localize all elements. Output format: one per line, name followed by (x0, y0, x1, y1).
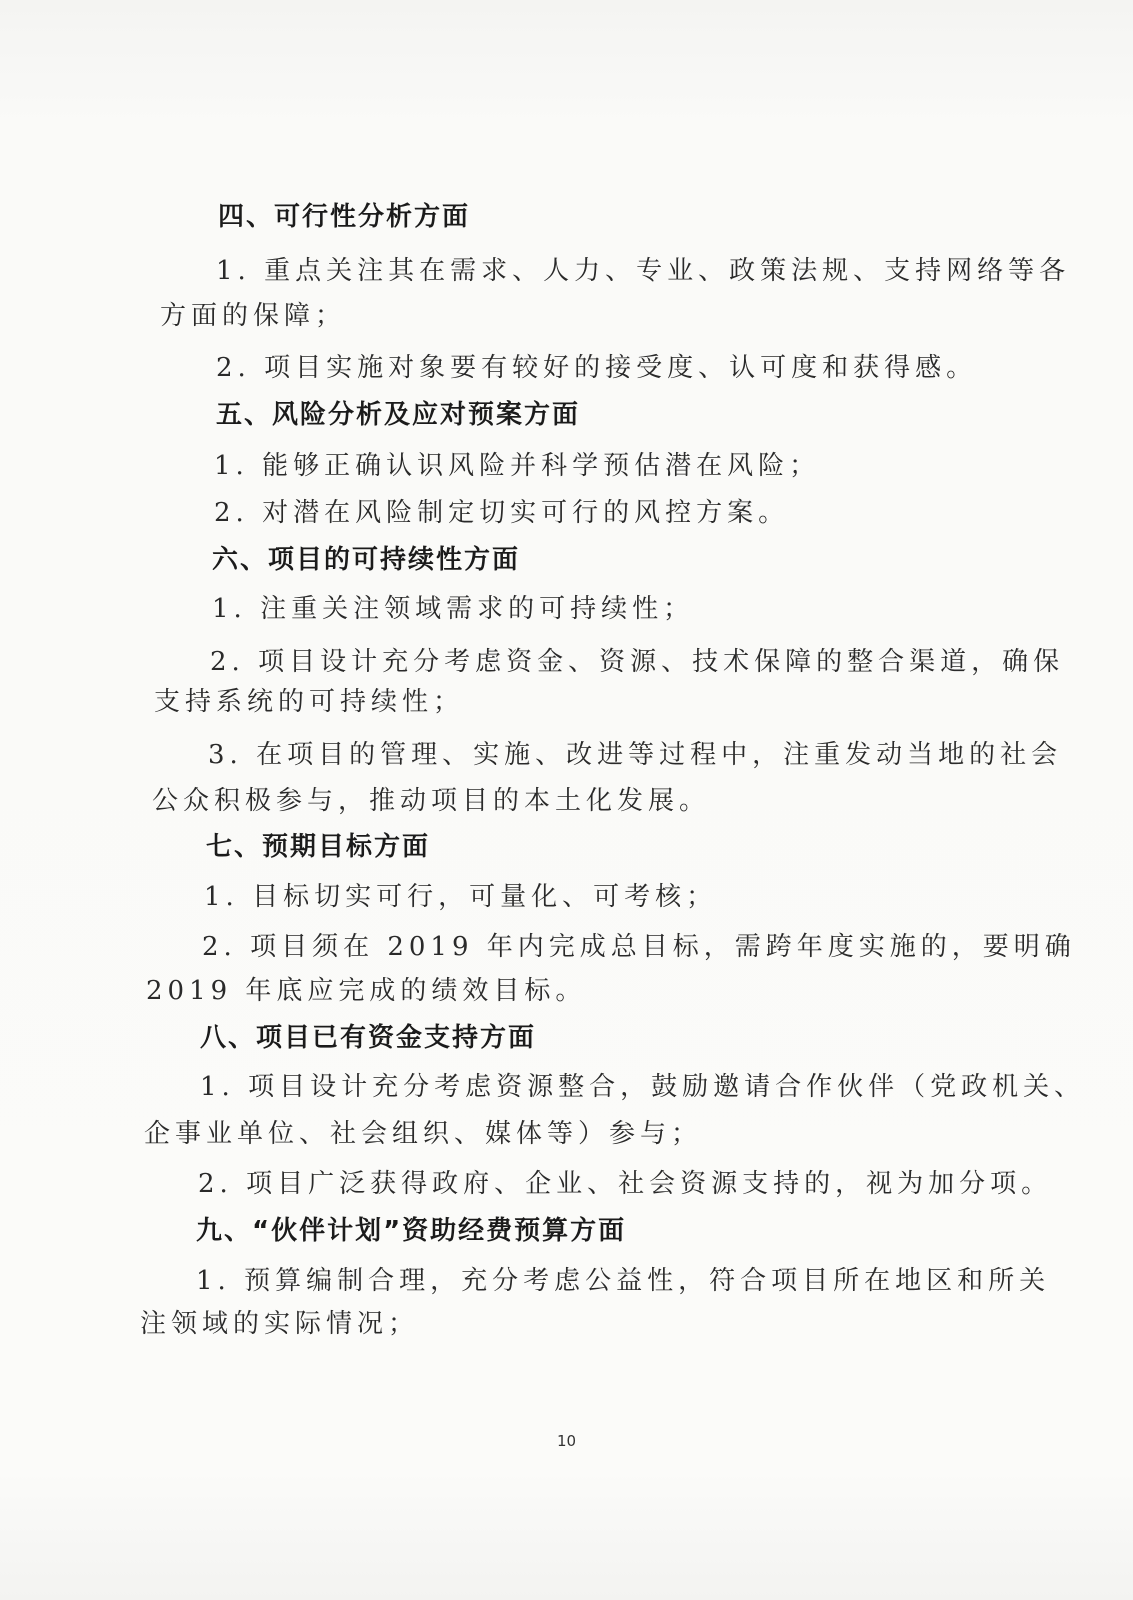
paragraph-line: 1. 项目设计充分考虑资源整合，鼓励邀请合作伙伴（党政机关、 (200, 1072, 1086, 1102)
section-heading-9: 九、“伙伴计划”资助经费预算方面 (196, 1216, 627, 1246)
paragraph-line: 2. 对潜在风险制定切实可行的风控方案。 (214, 498, 790, 528)
section-heading-7: 七、预期目标方面 (206, 832, 431, 862)
paragraph-line: 1. 重点关注其在需求、人力、专业、政策法规、支持网络等各 (216, 256, 1071, 286)
section-heading-8: 八、项目已有资金支持方面 (200, 1023, 537, 1053)
paragraph-line: 2. 项目须在 2019 年内完成总目标，需跨年度实施的，要明确 (202, 932, 1076, 962)
paragraph-line: 注领域的实际情况； (140, 1309, 420, 1339)
paragraph-line: 1. 目标切实可行，可量化、可考核； (204, 882, 718, 912)
paragraph-line: 1. 能够正确认识风险并科学预估潜在风险； (214, 451, 821, 481)
paragraph-line: 2. 项目设计充分考虑资金、资源、技术保障的整合渠道，确保 (210, 647, 1065, 677)
section-heading-6: 六、项目的可持续性方面 (212, 545, 521, 575)
page-number: 10 (556, 1432, 577, 1450)
paragraph-line: 3. 在项目的管理、实施、改进等过程中，注重发动当地的社会 (208, 740, 1063, 770)
paragraph-line: 方面的保障； (160, 301, 347, 331)
paragraph-line: 1. 预算编制合理，充分考虑公益性，符合项目所在地区和所关 (196, 1266, 1051, 1296)
paragraph-line: 支持系统的可持续性； (154, 687, 465, 717)
paragraph-line: 公众积极参与，推动项目的本土化发展。 (152, 786, 711, 816)
paragraph-line: 2019 年底应完成的绩效目标。 (146, 976, 587, 1006)
section-heading-5: 五、风险分析及应对预案方面 (216, 400, 581, 430)
section-heading-4: 四、可行性分析方面 (218, 202, 471, 232)
paragraph-line: 2. 项目广泛获得政府、企业、社会资源支持的，视为加分项。 (198, 1169, 1053, 1199)
paragraph-line: 1. 注重关注领域需求的可持续性； (212, 594, 695, 624)
paragraph-line: 企事业单位、社会组织、媒体等）参与； (144, 1119, 703, 1149)
paragraph-line: 2. 项目实施对象要有较好的接受度、认可度和获得感。 (216, 353, 978, 383)
